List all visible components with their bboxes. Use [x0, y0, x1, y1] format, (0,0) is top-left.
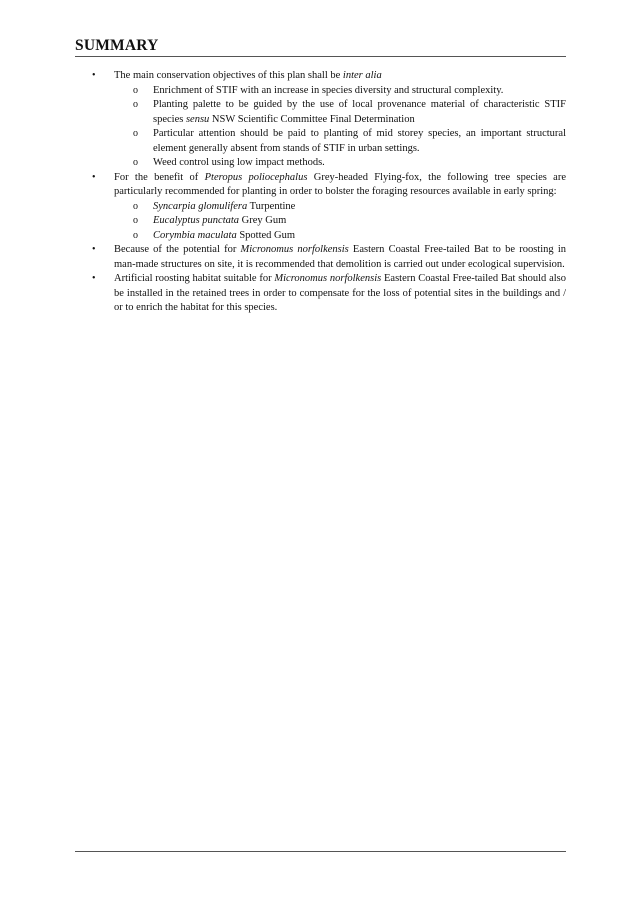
list-item: [75, 243, 566, 272]
sub-list: [75, 200, 566, 244]
sub-bullet-glyph: o: [133, 128, 138, 139]
sub-bullet-glyph: o: [133, 215, 138, 226]
sub-list-item-text: Particular attention should be paid to planting of mid storey species, an important structural element generally absent from stands of STIF in urban settings.: [153, 128, 566, 154]
sub-list-item: [75, 84, 566, 99]
list-item-text: Because of the potential for Micronomus norfolkensis Eastern Coastal Free-tailed Bat to be roosting in man-made structures on site, it is recommended that demolition is carried out under ecological supervision.: [114, 244, 566, 270]
bullet-glyph: •: [92, 273, 96, 284]
footer-rule: [75, 851, 566, 852]
list-item: [75, 171, 566, 200]
sub-bullet-glyph: o: [133, 84, 138, 96]
summary-list: [75, 69, 566, 316]
sub-bullet-glyph: o: [133, 229, 138, 241]
sub-list-item-text: Enrichment of STIF with an increase in species diversity and structural complexity.: [153, 84, 504, 96]
sub-list-item: [75, 229, 566, 244]
page-title: SUMMARY: [75, 37, 159, 54]
sub-list-item-text: Syncarpia glomulifera Turpentine: [153, 200, 296, 212]
list-item-text: Artificial roosting habitat suitable for Micronomus norfolkensis Eastern Coastal Free-tailed Bat should also be installed in the retained trees in order to compensate for the loss of potential sites in the buildings and / or to enrich the habitat for this species.: [114, 273, 566, 313]
sub-list-item: [75, 214, 566, 229]
list-item: [75, 272, 566, 316]
sub-list-item-text: Weed control using low impact methods.: [153, 157, 325, 168]
sub-bullet-glyph: o: [133, 200, 138, 212]
sub-list-item: [75, 127, 566, 156]
sub-bullet-glyph: o: [133, 99, 138, 110]
list-item-text: For the benefit of Pteropus poliocephalus Grey-headed Flying-fox, the following tree species are particularly recommended for planting in order to bolster the foraging resources available in early spring:: [114, 171, 567, 197]
sub-list: [75, 84, 566, 171]
sub-list-item-text: Eucalyptus punctata Grey Gum: [153, 215, 287, 226]
sub-list-item-text: Planting palette to be guided by the use of local provenance material of characteristic STIF species sensu NSW Scientific Committee Final Determination: [153, 99, 566, 125]
sub-list-item-text: Corymbia maculata Spotted Gum: [153, 229, 296, 241]
heading-rule: [75, 56, 566, 57]
sub-list-item: [75, 98, 566, 127]
sub-bullet-glyph: o: [133, 157, 138, 168]
bullet-glyph: •: [92, 244, 96, 255]
list-item: [75, 69, 566, 84]
sub-list-item: [75, 200, 566, 215]
list-item-text: The main conservation objectives of this plan shall be inter alia: [114, 70, 382, 81]
bullet-glyph: •: [92, 70, 96, 81]
sub-list-item: [75, 156, 566, 171]
bullet-glyph: •: [92, 171, 96, 183]
